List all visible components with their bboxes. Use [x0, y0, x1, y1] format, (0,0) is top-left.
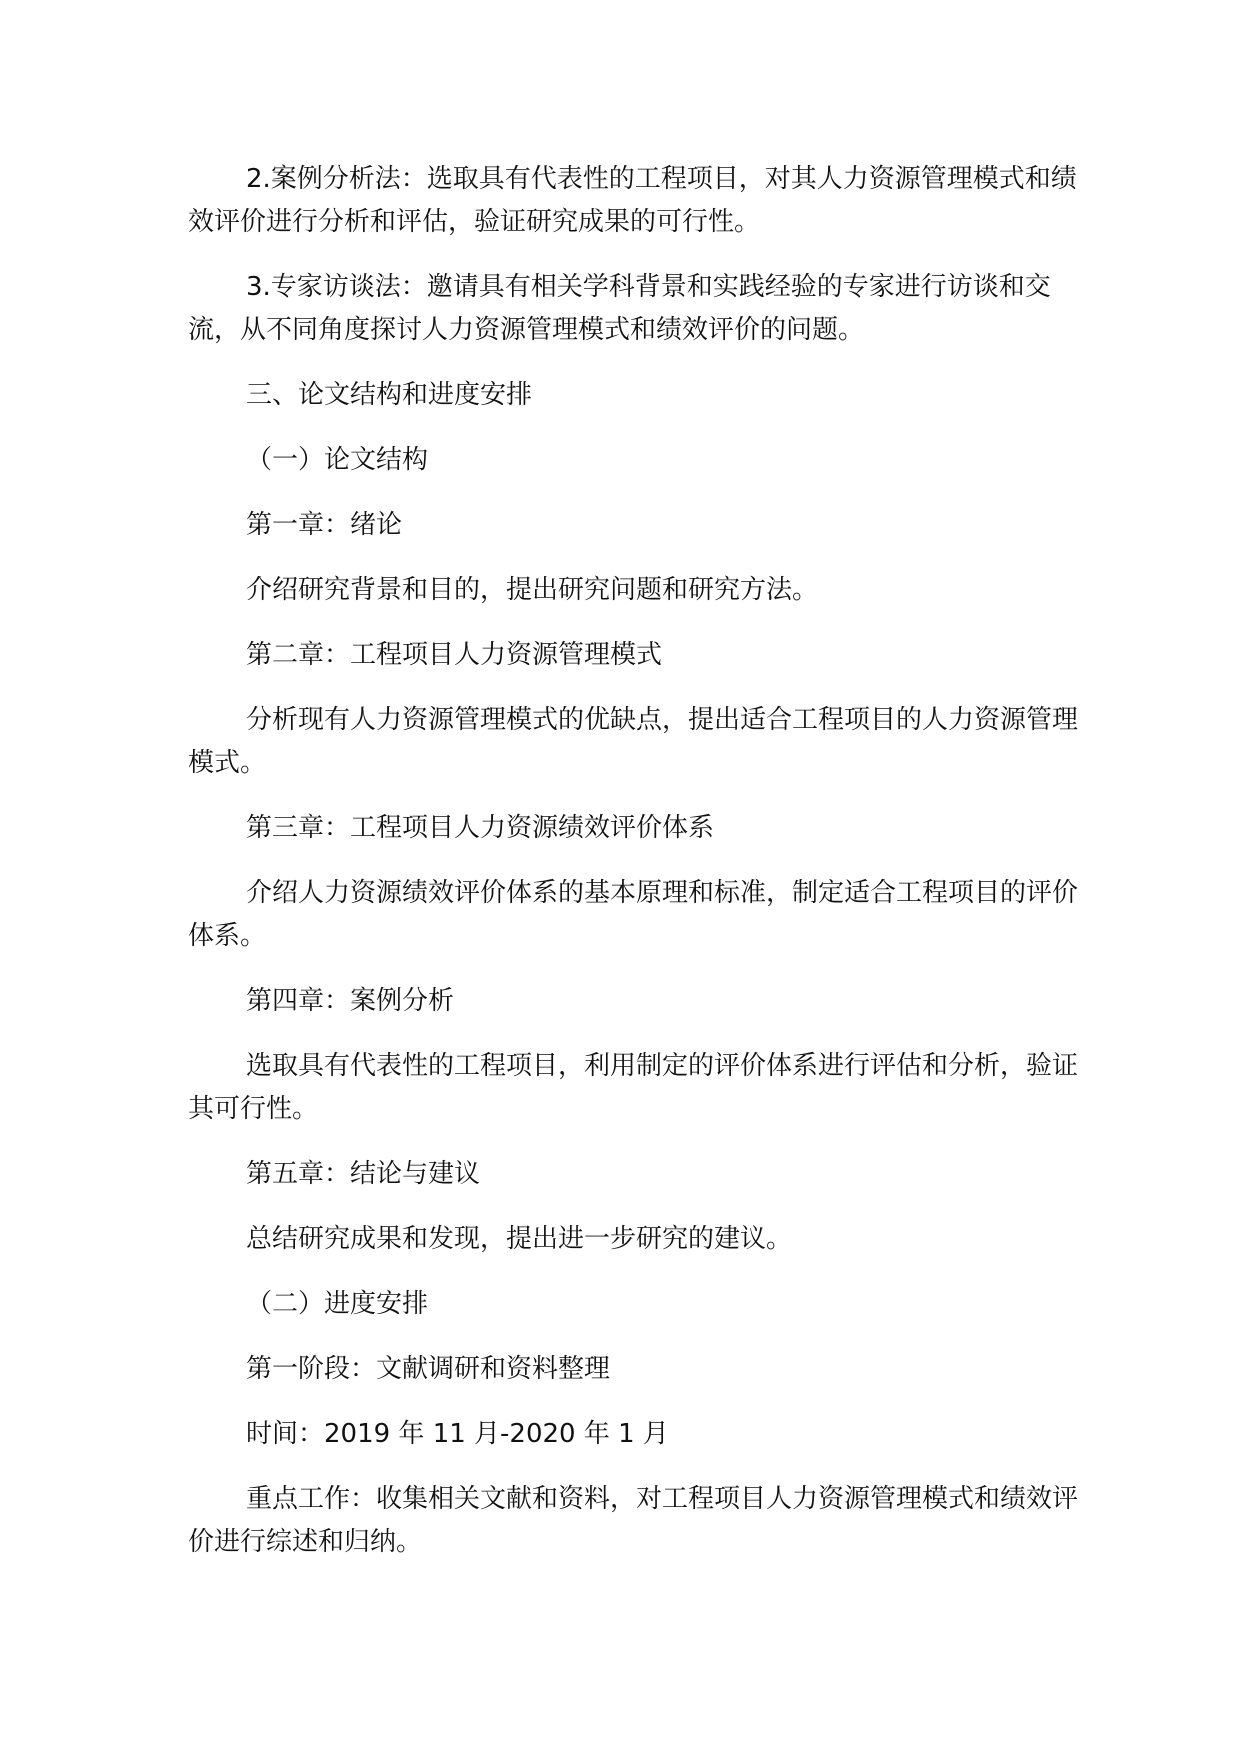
phase-1-title: 第一阶段：文献调研和资料整理	[246, 1354, 611, 1384]
phase-1-time: 时间：2019 年 11 月-2020 年 1 月	[246, 1419, 669, 1449]
subsection-heading-schedule: （二）进度安排	[246, 1289, 429, 1319]
paragraph-method-case-analysis: 2.案例分析法：选取具有代表性的工程项目，对其人力资源管理模式和绩效评价进行分析和评估，验证研究成果的可行性。	[188, 164, 1077, 237]
chapter-1-title: 第一章：绪论	[246, 510, 403, 540]
section-heading-structure-schedule: 三、论文结构和进度安排	[246, 380, 533, 410]
chapter-5-title: 第五章：结论与建议	[246, 1159, 481, 1189]
chapter-2-title: 第二章：工程项目人力资源管理模式	[246, 640, 663, 670]
chapter-2-description: 分析现有人力资源管理模式的优缺点，提出适合工程项目的人力资源管理模式。	[188, 705, 1079, 778]
chapter-4-title: 第四章：案例分析	[246, 986, 455, 1016]
paragraph-method-expert-interview: 3.专家访谈法：邀请具有相关学科背景和实践经验的专家进行访谈和交流，从不同角度探讨人力资源管理模式和绩效评价的问题。	[188, 272, 1051, 345]
phase-1-key-work: 重点工作：收集相关文献和资料，对工程项目人力资源管理模式和绩效评价进行综述和归纳。	[188, 1484, 1079, 1557]
chapter-3-description: 介绍人力资源绩效评价体系的基本原理和标准，制定适合工程项目的评价体系。	[188, 878, 1079, 951]
chapter-3-title: 第三章：工程项目人力资源绩效评价体系	[246, 813, 715, 843]
chapter-1-description: 介绍研究背景和目的，提出研究问题和研究方法。	[246, 575, 819, 605]
subsection-heading-structure: （一）论文结构	[246, 445, 429, 475]
chapter-5-description: 总结研究成果和发现，提出进一步研究的建议。	[246, 1224, 793, 1254]
document-body	[188, 158, 1088, 1586]
chapter-4-description: 选取具有代表性的工程项目，利用制定的评价体系进行评估和分析，验证其可行性。	[188, 1051, 1079, 1124]
